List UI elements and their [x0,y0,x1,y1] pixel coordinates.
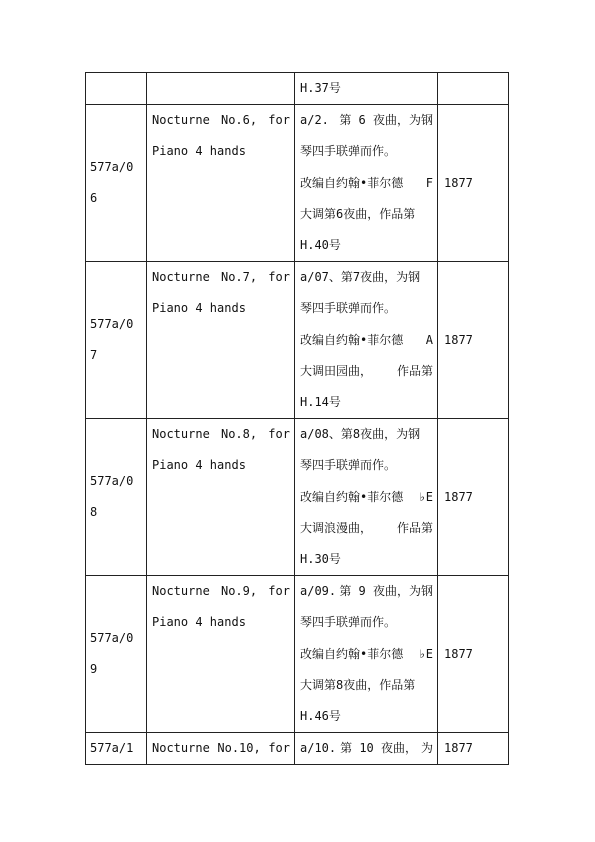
catalogue-number-text: 577a/0 [90,317,134,332]
work-title-text: for [268,741,290,756]
description-line [295,639,437,670]
description-text: 第 6 夜曲，为钢 [339,113,433,128]
work-title-line [147,733,294,764]
description-text: a/09. [300,584,337,599]
description-cell [295,576,438,733]
work-title-line [147,136,294,167]
work-title-text: No.9, [220,584,258,599]
work-title-cell [147,73,295,105]
year-cell [438,262,509,419]
description-line [295,168,437,199]
description-text: H.46号 [300,709,341,724]
description-line [295,450,437,481]
description-line [295,482,437,513]
work-title-text: Piano 4 hands [152,458,246,473]
work-title-text: Piano 4 hands [152,144,246,159]
description-text: 琴四手联弹而作。 [300,144,397,159]
description-line [295,701,437,732]
description-text: a/08、第8夜曲，为钢 [300,427,421,442]
catalogue-number-text: 577a/0 [90,474,134,489]
description-text: H.30号 [300,552,341,567]
year-cell [438,105,509,262]
work-title-line [147,262,294,293]
work-title-text: Piano 4 hands [152,615,246,630]
description-line [295,199,437,230]
table-row [86,419,509,576]
work-title-text: for [268,584,290,599]
work-title-text: No.7, [220,270,258,285]
description-line [295,513,437,544]
description-cell [295,733,438,765]
description-text: H.37号 [300,81,341,95]
year-text: 1877 [444,332,473,347]
description-text: ♭E [418,489,433,504]
description-text: 琴四手联弹而作。 [300,458,397,473]
catalog-body [86,73,509,765]
work-title-text: Piano 4 hands [152,301,246,316]
work-title-line [147,607,294,638]
catalogue-number-text: 6 [90,191,98,206]
work-title-text: for [268,270,290,285]
description-text: 大调浪漫曲， [300,520,373,535]
year-cell [438,419,509,576]
catalogue-number-text: 577a/1 [90,741,134,756]
description-text: H.14号 [300,395,341,410]
catalogue-number-cell [86,73,147,105]
catalogue-number-text: 8 [90,505,98,520]
table-row [86,73,509,105]
description-text: 琴四手联弹而作。 [300,301,397,316]
description-text: F [425,175,433,190]
description-cell [295,105,438,262]
table-row [86,576,509,733]
description-text: ♭E [418,646,433,661]
description-line [295,136,437,167]
catalogue-number-text: 7 [90,348,98,363]
description-text: H.40号 [300,238,341,253]
description-text: 作品第 [396,520,433,535]
work-title-text: No.8, [220,427,258,442]
description-line [295,544,437,575]
description-line [295,387,437,418]
catalogue-number-cell [86,105,147,262]
work-title-cell [147,576,295,733]
description-line [295,356,437,387]
description-text: a/10. [300,741,337,756]
work-title-text: No.10, [217,741,261,756]
table-row [86,262,509,419]
year-text: 1877 [444,489,473,504]
year-text: 1877 [444,646,473,661]
description-text: 为 [420,741,433,756]
description-cell [295,419,438,576]
catalogue-number-text: 577a/0 [90,160,134,174]
catalogue-number-text: 9 [90,662,98,677]
work-title-cell [147,419,295,576]
work-title-line [147,105,294,136]
description-text: a/2. [300,113,329,128]
catalog-table [85,72,509,765]
description-line [295,262,437,293]
catalogue-number-text: 577a/0 [90,631,134,646]
work-title-text: for [268,113,290,128]
catalogue-number-cell [86,733,147,765]
description-text: 改编自约翰•菲尔德 [300,175,404,190]
description-line [295,105,437,136]
description-cell [295,262,438,419]
description-text: 琴四手联弹而作。 [300,615,397,630]
description-text: 作品第 [396,363,433,378]
work-title-line [147,576,294,607]
description-line [295,325,437,356]
work-title-cell [147,105,295,262]
description-line [295,607,437,638]
description-line [295,230,437,261]
description-line [295,73,437,104]
description-line [295,293,437,324]
catalogue-number-cell [86,419,147,576]
table-row [86,733,509,765]
description-line [295,419,437,450]
description-text: 大调第8夜曲，作品第 [300,677,416,692]
description-text: a/07、第7夜曲，为钢 [300,270,421,285]
description-text: A [425,332,433,347]
work-title-text: Nocturne [152,270,210,285]
work-title-text: for [268,427,290,442]
work-title-text: Nocturne [152,427,210,442]
description-cell [295,73,438,105]
year-cell [438,73,509,105]
description-text: 第 9 夜曲，为钢 [339,584,433,599]
year-cell [438,576,509,733]
description-text: 改编自约翰•菲尔德 [300,489,404,504]
year-cell [438,733,509,765]
work-title-line [147,419,294,450]
work-title-line [147,450,294,481]
description-text: 改编自约翰•菲尔德 [300,646,404,661]
year-text: 1877 [444,741,473,756]
description-text: 大调田园曲， [300,363,373,378]
work-title-cell [147,733,295,765]
description-line [295,670,437,701]
work-title-text: No.6, [220,113,258,128]
work-title-text: Nocturne [152,584,210,599]
description-line [295,576,437,607]
description-line [295,733,437,764]
catalogue-number-cell [86,576,147,733]
description-text: 第 10 夜曲， [340,741,417,756]
work-title-text: Nocturne [152,113,210,128]
work-title-line [147,293,294,324]
catalogue-number-cell [86,262,147,419]
year-text: 1877 [444,175,473,190]
description-text: 改编自约翰•菲尔德 [300,332,404,347]
description-text: 大调第6夜曲，作品第 [300,206,416,221]
work-title-text: Nocturne [152,741,210,756]
work-title-cell [147,262,295,419]
table-row [86,105,509,262]
